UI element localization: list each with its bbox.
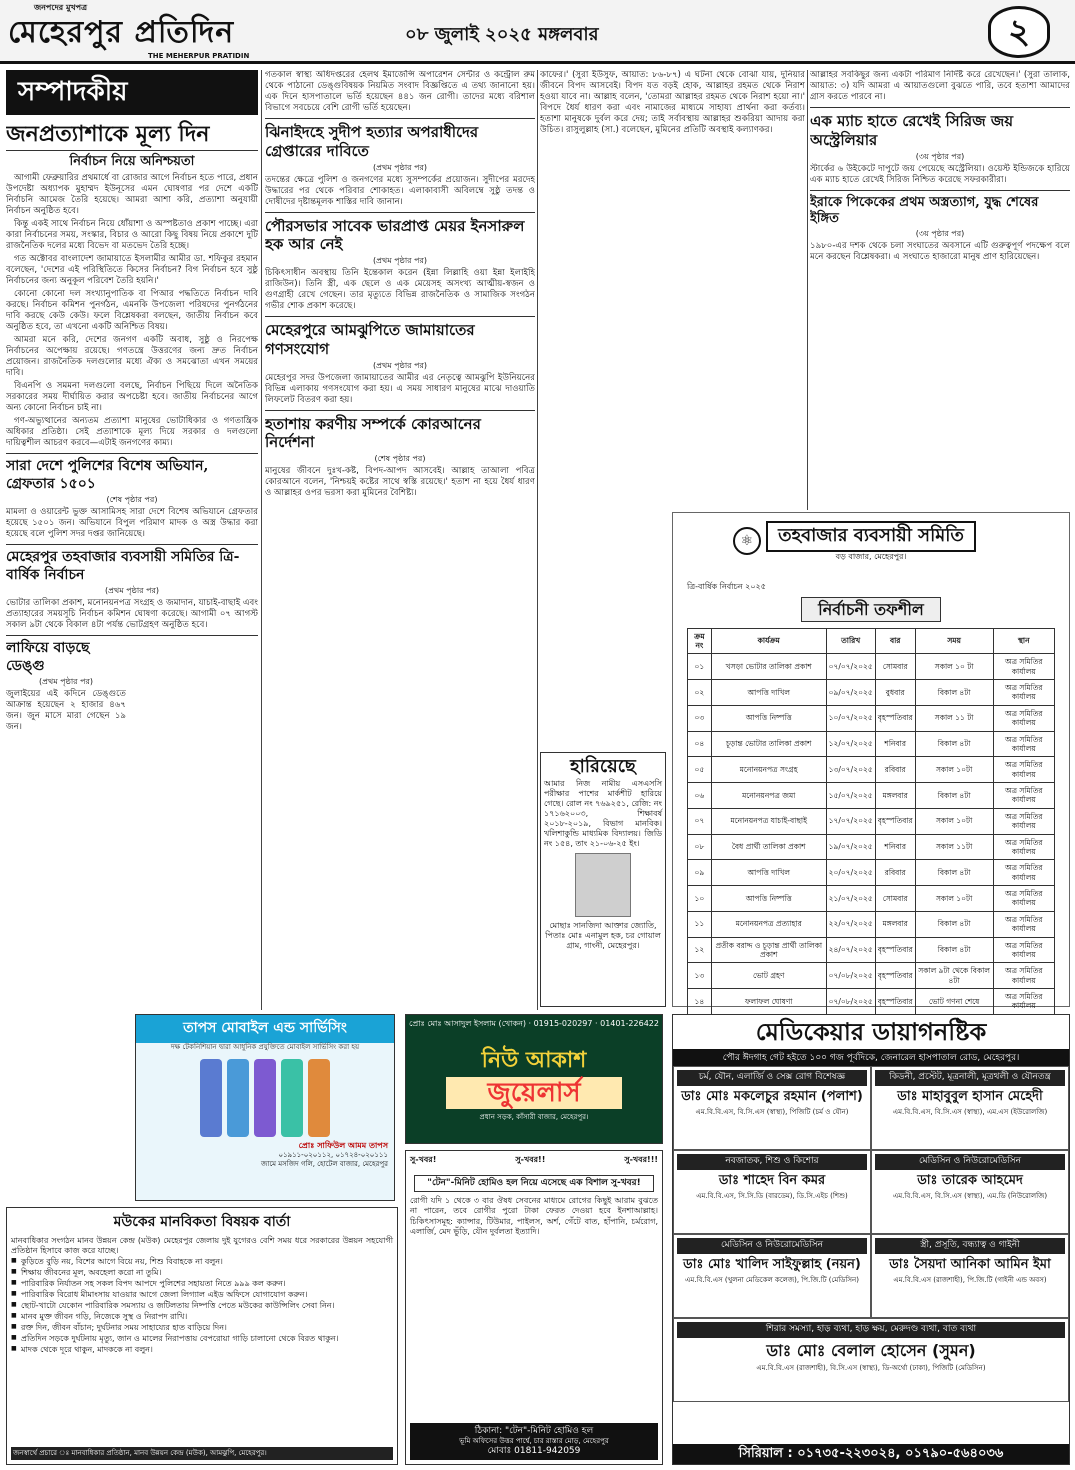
schedule-cell: ২০/০৭/২০২৫ xyxy=(826,860,875,886)
mouk-list-item: ■ মাদক থেকে দূরে থাকুন, মাদককে না বলুন। xyxy=(11,1345,393,1355)
schedule-cell: খসড়া ভোটার তালিকা প্রকাশ xyxy=(711,654,826,680)
police-headline: সারা দেশে পুলিশের বিশেষ অভিযান, গ্রেফতার ১৫০১ xyxy=(6,458,209,492)
schedule-cell: ২৪/০৭/২০২৫ xyxy=(826,937,875,963)
schedule-cell: ১৯/০৭/২০২৫ xyxy=(826,834,875,860)
schedule-row xyxy=(688,911,1055,937)
schedule-cell: শনিবার xyxy=(875,731,915,757)
schedule-cell: ১১ xyxy=(688,911,712,937)
schedule-cell: ০১ xyxy=(688,654,712,680)
doctor-degrees: এম.বি.বি.এস (রাজশাহী), বি.সি.এস (স্বাস্থ্য), ডি-অর্থো (ঢাকা), পিজিটি (মেডিসিন) xyxy=(756,1363,986,1372)
doctor-card xyxy=(673,1066,871,1150)
schedule-cell: ০২ xyxy=(688,680,712,706)
schedule-cell: সকাল ১০টা xyxy=(915,757,993,783)
editorial-para: আমরা মনে করি, দেশের জনগণ একটি অবাধ, সুষ্ঠু ও নিরপেক্ষ নির্বাচনের অপেক্ষায় রয়েছে। গণতন্ত্রে উত্তরণের জন্য দ্রুত নির্বাচন প্রয়োজন। রাজনৈতিক দলগুলোর মধ্যে ঐক্য ও সমঝোতা এখন সময়ের দাবি। xyxy=(6,335,258,379)
schedule-cell: বৃহস্পতিবার xyxy=(875,989,915,1015)
col4-top-text: আল্লাহর সবকিছুর জন্য একটা পরিমাণ নির্দিষ্ট করে রেখেছেন।' (সুরা তালাক, আয়াত: ৩) যদি আমরা এ আয়াতগুলো বুঝতে পারি, তবে হতাশা আমাদের গ্রাস করতে পারবে না। xyxy=(810,70,1070,102)
jewel-brand-2: জুয়েলার্স xyxy=(446,1077,622,1110)
schedule-cell: সোমবার xyxy=(875,886,915,912)
notice-line: ত্রি-বার্ষিক নির্বাচন ২০২৫ xyxy=(687,581,766,591)
schedule-cell: ০৩ xyxy=(688,705,712,731)
schedule-cell: অত্র সমিতির কার্যালয় xyxy=(993,860,1054,886)
jamaat-cont: (প্রথম পৃষ্ঠার পর) xyxy=(372,360,428,370)
editorial-para: আগামী ফেব্রুয়ারির প্রথমার্ধে বা রোজার আগে নির্বাচন হতে পারে, প্রধান উপদেষ্টা অধ্যাপক মুহাম্মদ ইউনূসের এমন ঘোষণার পর দেশে একটি নির্বাচনি আমেজ তৈরি হয়েছে। আমরা আশা করি, প্রত্যাশা অনুযায়ী নির্বাচন অনুষ্ঠিত হবে। xyxy=(6,173,258,217)
quran-continuation: কাফের।' (সুরা ইউসুফ, আয়াত: ৮৬-৮৭) এ ঘটনা থেকে বোঝা যায়, দুনিয়ার জীবনে বিপদ আসবেই। বিপদ যত বড়ই হোক, আল্লাহর রহমত থেকে নিরাশ হওয়া যাবে না। আল্লাহ বলেন, 'তোমরা আল্লাহর রহমত থেকে নিরাশ হয়ো না।' বিপদে ধৈর্য ধারণ করা এবং নামাজের মাধ্যমে সাহায্য প্রার্থনা করা কর্তব্য। হতাশা মানুষকে দুর্বল করে দেয়; তাই সর্বাবস্থায় আল্লাহর শুকরিয়া আদায় করা উচিত। রাসুলুল্লাহ (সা.) বলেছেন, মুমিনের প্রতিটি অবস্থাই কল্যাণকর। xyxy=(540,70,805,135)
masthead-tagline: জনপদের মুখপত্র xyxy=(34,3,87,12)
schedule-cell: ১২ xyxy=(688,937,712,963)
insarul-body: চিকিৎসাধীন অবস্থায় তিনি ইন্তেকাল করেন (ইন্না লিল্লাহি ওয়া ইন্না ইলাইহি রাজিউন)। তিনি স্ত্রী, এক ছেলে ও এক মেয়েসহ অসংখ্য আত্মীয়-স্বজন ও গুণগ্রাহী রেখে গেছেন। তার মৃত্যুতে বিভিন্ন রাজনৈতিক ও সামাজিক সংগঠন গভীর শোক প্রকাশ করেছে। xyxy=(265,268,535,311)
schedule-cell: সকাল ১০টা xyxy=(915,886,993,912)
schedule-cell: বিকাল ৪টা xyxy=(915,937,993,963)
good-news-2: সু-খবর!! xyxy=(515,1155,546,1164)
homeo-foot-1: ঠিকানা: "টেন"-মিনিট হোমিও হল xyxy=(474,1425,594,1436)
pkk-cont: (৩য় পৃষ্ঠার পর) xyxy=(915,229,965,238)
column-news-2 xyxy=(265,70,535,1005)
schedule-cell: আপত্তি নিষ্পত্তি xyxy=(711,886,826,912)
schedule-cell: মঙ্গলবার xyxy=(875,783,915,809)
schedule-cell: ১০ xyxy=(688,886,712,912)
schedule-cell: ফলাফল ঘোষণা xyxy=(711,989,826,1015)
schedule-cell: অত্র সমিতির কার্যালয় xyxy=(993,654,1054,680)
doctor-degrees: এম.বি.বি.এস, বি.সি.এস (স্বাস্থ্য), পিজিটি (চর্ম ও যৌন) xyxy=(695,1107,849,1116)
mouk-list xyxy=(11,1257,393,1355)
homeo-body: রোগী যদি ১ থেকে ৩ বার ঔষধ সেবনের মাধ্যমে রোগের কিছুই আরাম বুঝতে না পারেন, তবে রোগীর পুরো টাকা ফেরত দেওয়া হবে ইনশাআল্লাহ। চিকিৎসাসমূহ: ক্যান্সার, টিউমার, পাইলস, অর্শ, গেঁটে বাত, হাঁপানি, চর্মরোগ, এলার্জি, মেদ ভুঁড়ি, যৌন দুর্বলতা ইত্যাদি। xyxy=(410,1196,658,1236)
schedule-row xyxy=(688,963,1055,989)
schedule-cell: শনিবার xyxy=(875,834,915,860)
schedule-header: তারিখ xyxy=(826,628,875,654)
schedule-row xyxy=(688,783,1055,809)
schedule-cell: বিকাল ৪টা xyxy=(915,911,993,937)
homeo-foot-3: মোবাঃ 01811-942059 xyxy=(487,1445,581,1456)
missing-photo xyxy=(575,853,631,917)
mouk-list-item: ■ শিক্ষায় জীবনের মূল, অবহেলা করো না তুমি। xyxy=(11,1268,393,1278)
schedule-cell: আপত্তি দাখিল xyxy=(711,680,826,706)
mouk-list-item: ■ কুড়িতে বুড়ি নয়, বিশের আগে বিয়ে নয়, শিশু বিবাহকে না বলুন। xyxy=(11,1257,393,1267)
schedule-cell: বৃহস্পতিবার xyxy=(875,808,915,834)
insarul-cont: (প্রথম পৃষ্ঠার পর) xyxy=(372,256,428,265)
schedule-cell: সকাল ৯টা থেকে বিকাল ৪টা xyxy=(915,963,993,989)
quran-cont: (শেষ পৃষ্ঠার পর) xyxy=(374,454,426,463)
doctor-degrees: এম.বি.বি.এস, বি.সি.এস (স্বাস্থ্য), এম.এস (ইউরোলজি) xyxy=(892,1107,1048,1116)
missing-name: মোছাঃ সানজিদা আক্তার জ্যোতি, পিতাঃ মোঃ এনামুল হক, চর গোয়াল গ্রাম, গাংনী, মেহেরপুর। xyxy=(545,920,661,950)
schedule-row xyxy=(688,808,1055,834)
schedule-cell: ০৭ xyxy=(688,808,712,834)
editorial-headline: জনপ্রত্যাশাকে মূল্য দিন xyxy=(6,121,258,152)
missing-title: হারিয়েছে xyxy=(570,756,636,777)
schedule-header: কার্যক্রম xyxy=(711,628,826,654)
tohobazar-cont: (প্রথম পৃষ্ঠার পর) xyxy=(104,586,160,596)
column-divider xyxy=(807,70,808,510)
schedule-cell: সকাল ১০ টা xyxy=(915,654,993,680)
taps-owner: প্রোঃ সাফিউল আমম তাপস xyxy=(298,1141,388,1151)
schedule-cell: অত্র সমিতির কার্যালয় xyxy=(993,834,1054,860)
issue-date: ০৮ জুলাই ২০২৫ মঙ্গলবার xyxy=(405,24,599,45)
column-editorial xyxy=(6,70,258,1005)
notice-org: তহবাজার ব্যবসায়ী সমিতি xyxy=(766,521,976,552)
medicare-title: মেডিকেয়ার ডায়াগনষ্টিক xyxy=(673,1015,1069,1051)
schedule-row xyxy=(688,834,1055,860)
taps-sub: দক্ষ টেকনিশিয়ান দ্বারা আধুনিক প্রযুক্তিতে মোবাইল সার্ভিসিং করা হয় xyxy=(170,1042,360,1051)
schedule-row xyxy=(688,705,1055,731)
mouk-list-item: ■ মানব মুক্ত জীবন গড়ি, নিজেকে সুস্থ ও নিরাপদ রাখি। xyxy=(11,1312,393,1322)
schedule-cell: ভোট গণনা শেষে xyxy=(915,989,993,1015)
phone-icon xyxy=(227,1059,249,1137)
column-divider xyxy=(261,70,262,1010)
mouk-list-item: ■ রক্ত দিন, জীবন বাঁচান; দুর্ঘটনার সময় সাহায্যের হাত বাড়িয়ে দিন। xyxy=(11,1323,393,1333)
schedule-cell: ০৮ xyxy=(688,834,712,860)
homeo-title: "টেন"-মিনিট হোমিও হল নিয়ে এসেছে এক বিশাল সু-খবর! xyxy=(414,1175,654,1192)
editorial-subhead: নির্বাচন নিয়ে অনিশ্চয়তা xyxy=(69,154,195,169)
doctor-specialty: কিডনী, প্রস্টেট, মূত্রনালী, মূত্রথলী ও যৌনতন্ত্র xyxy=(875,1070,1065,1085)
pkk-body: ১৯৮০-এর দশক থেকে চলা সংঘাতের অবসানে এটি গুরুত্বপূর্ণ পদক্ষেপ বলে মনে করছেন বিশ্লেষকরা। এ সংঘাতে হাজারো মানুষ প্রাণ হারিয়েছেন। xyxy=(810,241,1070,262)
ad-mouk-message xyxy=(6,1207,398,1465)
sudip-headline: ঝিনাইদহে সুদীপ হত্যার অপরাধীদের গ্রেপ্তারের দাবিতে xyxy=(265,123,479,160)
schedule-row xyxy=(688,654,1055,680)
homeo-footer xyxy=(410,1423,658,1460)
schedule-cell: বিকাল ৪টা xyxy=(915,860,993,886)
schedule-header: সময় xyxy=(915,628,993,654)
column-divider xyxy=(537,70,538,1010)
schedule-cell: ০৭/০৭/২০২৫ xyxy=(826,654,875,680)
schedule-row xyxy=(688,860,1055,886)
schedule-cell: সকাল ১০টা xyxy=(915,808,993,834)
doctor-card xyxy=(673,1234,871,1318)
schedule-cell: অত্র সমিতির কার্যালয় xyxy=(993,705,1054,731)
schedule-cell: সকাল ১১ টা xyxy=(915,705,993,731)
editorial-para: গণ-অভ্যুত্থানের অন্যতম প্রত্যাশা মানুষের ভোটাধিকার ও গণতান্ত্রিক অধিকার প্রতিষ্ঠা। সেই প্রত্যাশাকে মূল্য দিয়ে সরকার ও দলগুলো দায়িত্বশীল আচরণ করবে—এটাই জনগণের কাম্য। xyxy=(6,416,258,449)
tohobazar-body: ভোটার তালিকা প্রকাশ, মনোনয়নপত্র সংগ্রহ ও জমাদান, যাচাই-বাছাই এবং প্রত্যাহারের সময়সূচি নির্বাচন কমিশন ঘোষণা করেছে। আগামী ০৭ আগস্ট সকাল ৯টা থেকে বিকাল ৪টা পর্যন্ত ভোটগ্রহণ অনুষ্ঠিত হবে। xyxy=(6,598,258,631)
editorial-para: কোনো কোনো দল সংখ্যানুপাতিক বা পিআর পদ্ধতিতে নির্বাচন দাবি করছে। নির্বাচন কমিশন পুনর্গঠন, এমনকি উপজেলা পরিষদের পুনর্গঠনের দাবি করছে কেউ কেউ। ফলে বিশ্লেষকরা বলছেন, জাতীয় নির্বাচন কবে অনুষ্ঠিত হবে, তা এখনো একটি অনিশ্চিত বিষয়। xyxy=(6,289,258,333)
schedule-cell: ০৯/০৭/২০২৫ xyxy=(826,680,875,706)
schedule-cell: অত্র সমিতির কার্যালয় xyxy=(993,757,1054,783)
schedule-cell: বিকাল ৪টা xyxy=(915,680,993,706)
schedule-cell: অত্র সমিতির কার্যালয় xyxy=(993,680,1054,706)
good-news-3: সু-খবর!!! xyxy=(624,1155,658,1164)
schedule-cell: অত্র সমিতির কার্যালয় xyxy=(993,989,1054,1015)
schedule-cell: অত্র সমিতির কার্যালয় xyxy=(993,808,1054,834)
doctor-degrees: এম.বি.বি.এস, সি.সি.ডি (বারডেম), ডি.সি.এইচ (শিশু) xyxy=(696,1191,848,1200)
good-news-1: সু-খবর! xyxy=(410,1155,437,1164)
schedule-row xyxy=(688,680,1055,706)
doctor-degrees: এম.বি.বি.এস (খুলনা মেডিকেল কলেজ), পি.জি.টি (মেডিসিন) xyxy=(685,1275,859,1284)
column-news-3 xyxy=(540,70,805,500)
jewel-top: প্রোঃ মোঃ আসাদুল ইসলাম (খোকন) · 01915-020297 · 01401-226422 xyxy=(409,1019,659,1028)
schedule-header: স্থান xyxy=(993,628,1054,654)
doctor-grid xyxy=(673,1066,1069,1318)
schedule-cell: বিকাল ৪টা xyxy=(915,783,993,809)
schedule-cell: অত্র সমিতির কার্যালয় xyxy=(993,963,1054,989)
mouk-list-item: ■ পারিবারিক নির্যাতন সহ সকল বিপদ আপদে পুলিশের সহায়তা নিতে ৯৯৯ কল করুন। xyxy=(11,1279,393,1289)
mouk-list-item: ■ প্রতিদিন সড়কে দুর্ঘটনায় মৃত্যু, জান ও মালের নিরাপত্তায় বেপরোয়া গাড়ি চালানো থেকে বিরত থাকুন। xyxy=(11,1334,393,1344)
schedule-cell: ১৫/০৭/২০২৫ xyxy=(826,783,875,809)
schedule-cell: মনোনয়নপত্র প্রত্যাহার xyxy=(711,911,826,937)
cricket-body: স্টার্কের ৬ উইকেটে দাপুটে জয় পেয়েছে অস্ট্রেলিয়া। ওয়েস্ট ইন্ডিজকে হারিয়ে এক ম্যাচ হাতে রেখেই সিরিজ নিশ্চিত করেছে সফরকারীরা। xyxy=(810,163,1070,185)
missing-notice xyxy=(540,752,666,1007)
doctor-specialty: স্ত্রী, প্রসূতি, বন্ধ্যাত্ব ও গাইনী xyxy=(875,1238,1065,1253)
pkk-headline: ইরাকে পিকেকের প্রথম অস্ত্রত্যাগ, যুদ্ধ শেষের ইঙ্গিত xyxy=(810,194,1039,226)
schedule-cell: সোমবার xyxy=(875,654,915,680)
ad-akash-jewellers xyxy=(405,1014,663,1144)
doctor-card xyxy=(871,1234,1069,1318)
notice-title: নির্বাচনী তফশীল xyxy=(801,597,941,622)
newspaper-logo: মেহেরপুর প্রতিদিন xyxy=(8,15,235,50)
schedule-cell: আপত্তি নিষ্পত্তি xyxy=(711,705,826,731)
doctor-card xyxy=(673,1318,1069,1402)
doctor-specialty: চর্ম, যৌন, এলার্জি ও সেক্স রোগ বিশেষজ্ঞ xyxy=(677,1070,867,1085)
mouk-intro: মানবাধিকার সংগঠন মানব উন্নয়ন কেন্দ্র (মউক) মেহেরপুর জেলায় দুই যুগেরও বেশি সময় ধরে সরকারের উন্নয়ন সহযোগী প্রতিষ্ঠান হিসাবে কাজ করে যাচ্ছে। xyxy=(11,1235,393,1255)
homeo-foot-2: ভূমি অফিসের উত্তর পার্শ্বে, চার রাস্তার মোড়, মেহেরপুর xyxy=(459,1437,609,1445)
doctor-name: ডাঃ তারেক আহমেদ xyxy=(917,1172,1023,1188)
schedule-cell: অত্র সমিতির কার্যালয় xyxy=(993,886,1054,912)
schedule-row xyxy=(688,989,1055,1015)
schedule-cell: ০৫ xyxy=(688,757,712,783)
insarul-headline: পৌরসভার সাবেক ভারপ্রাপ্ত মেয়র ইনসারুল হক আর নেই xyxy=(265,216,525,254)
editorial-para: কিন্তু একই সাথে নির্বাচন নিয়ে ধোঁয়াশা ও অস্পষ্টতাও প্রকাশ পাচ্ছে। এরা কারা নির্বাচনের সময়, সংস্কার, বিচার ও আরো কিছু বিষয় নিয়ে প্রকাশে দুটি রাজনৈতিক দলের মধ্যে বিভেদ বা মতভেদ তৈরি হচ্ছে। xyxy=(6,219,258,252)
schedule-cell: চূড়ান্ত ভোটার তালিকা প্রকাশ xyxy=(711,731,826,757)
schedule-cell: ১৩ xyxy=(688,963,712,989)
jewel-address: প্রধান সড়ক, কাঁসারী বাজার, মেহেরপুর। xyxy=(479,1113,589,1121)
phone-icon xyxy=(281,1059,303,1137)
dengue-cont: (প্রথম পৃষ্ঠার পর) xyxy=(38,677,94,687)
schedule-cell: ১০/০৭/২০২৫ xyxy=(826,705,875,731)
sudip-body: তদন্তের ক্ষেত্রে পুলিশ ও জনগণের মধ্যে সুসম্পর্কের প্রয়োজন। সুদীপের মরদেহ উদ্ধারের পর থেকে পরিবার শোকাহত। এলাকাবাসী অবিলম্বে সুষ্ঠু তদন্ত ও দোষীদের দৃষ্টান্তমূলক শাস্তির দাবি জানান। xyxy=(265,174,535,207)
doctor-specialty: নবজাতক, শিশু ও কিশোর xyxy=(677,1154,867,1169)
phone-icon xyxy=(254,1059,276,1137)
schedule-cell: ০৪ xyxy=(688,731,712,757)
doctor-specialty: মেডিসিন ও নিউরোমেডিসিন xyxy=(677,1238,867,1253)
sudip-cont: (প্রথম পৃষ্ঠার পর) xyxy=(372,162,428,172)
schedule-cell: বৃহস্পতিবার xyxy=(875,963,915,989)
phone-icon xyxy=(200,1059,222,1137)
schedule-header: বার xyxy=(875,628,915,654)
schedule-cell: ১৭/০৭/২০২৫ xyxy=(826,808,875,834)
schedule-cell: ১২/০৭/২০২৫ xyxy=(826,731,875,757)
phone-icon xyxy=(308,1059,330,1137)
schedule-cell: ২২/০৭/২০২৫ xyxy=(826,911,875,937)
medicare-address: পৌর ঈদগাহ গেট হইতে ১০০ গজ পূর্বদিকে, জেনারেল হাসপাতাল রোড, মেহেরপুর। xyxy=(673,1051,1069,1066)
mouk-title: মউকের মানবিকতা বিষয়ক বার্তা xyxy=(113,1214,291,1230)
association-logo-icon: ⚛ xyxy=(733,527,761,555)
medicare-serial: সিরিয়াল : ০১৭৩৫-২২৩০২৪, ০১৭৯০-৫৬৪০৩৬ xyxy=(673,1444,1069,1464)
schedule-cell: অত্র সমিতির কার্যালয় xyxy=(993,937,1054,963)
quran-body: মানুষের জীবনে দুঃখ-কষ্ট, বিপদ-আপদ আসবেই। আল্লাহ তাআলা পবিত্র কোরআনে বলেন, 'নিশ্চয়ই কষ্টের সাথে স্বস্তি রয়েছে।' হতাশ না হয়ে ধৈর্য ধারণ ও আল্লাহর ওপর ভরসা করা মুমিনের বৈশিষ্ট্য। xyxy=(265,466,535,498)
dengue-headline: লাফিয়ে বাড়ছে ডেঙ্গু xyxy=(6,640,90,674)
schedule-cell: ০৯ xyxy=(688,860,712,886)
schedule-cell: বিকাল ৪টা xyxy=(915,731,993,757)
phones-image xyxy=(136,1059,394,1137)
dengue-continuation: গতকাল স্বাস্থ্য অধিদপ্তরের হেলথ ইমার্জেন্সি অপারেশন সেন্টার ও কন্ট্রোল রুম থেকে পাঠানো ডেঙ্গুবিষয়ক নিয়মিত সংবাদ বিজ্ঞপ্তিতে এ তথ্য জানানো হয়। এক দিনে হাসপাতালে ভর্তি হয়েছেন ৪৪১ জন রোগী। তাদের মধ্যে বরিশাল বিভাগে সবচেয়ে বেশি রোগী ভর্তি হয়েছেন। xyxy=(265,70,535,113)
schedule-cell: মঙ্গলবার xyxy=(875,911,915,937)
page-number: ২ xyxy=(988,6,1050,58)
doctor-card xyxy=(871,1066,1069,1150)
schedule-cell: মনোনয়নপত্র সংগ্রহ xyxy=(711,757,826,783)
schedule-cell: বৃহস্পতিবার xyxy=(875,705,915,731)
doctor-degrees: এম.বি.বি.এস, বি.সি.এস (স্বাস্থ্য), এম.ডি (নিউরোলজি) xyxy=(892,1191,1048,1200)
doctor-specialty: শিরার সমস্যা, হাড় ব্যথা, হাড় ক্ষয়, মেরুদণ্ড ব্যথা, বাত ব্যথা xyxy=(677,1322,1065,1337)
schedule-cell: রবিবার xyxy=(875,757,915,783)
doctor-card xyxy=(871,1150,1069,1234)
schedule-cell: অত্র সমিতির কার্যালয় xyxy=(993,911,1054,937)
schedule-cell: ০৭/০৮/২০২৫ xyxy=(826,963,875,989)
schedule-cell: বৈধ প্রার্থী তালিকা প্রকাশ xyxy=(711,834,826,860)
masthead xyxy=(0,0,1075,64)
taps-address: জামে মসজিদ গলি, হোটেল বাজার, মেহেরপুর xyxy=(261,1160,388,1168)
schedule-cell: বৃহস্পতিবার xyxy=(875,937,915,963)
editorial-para: গত অক্টোবর বাংলাদেশ জামায়াতে ইসলামীর আমীর ডা. শফিকুর রহমান বলেছেন, 'দেশের এই পরিস্থিতিতে কিসের নির্বাচন? বিগ নির্বাচন হবে সুষ্ঠু নির্বাচনের জন্য অনুকূল পরিবেশ তৈরি হয়নি।' xyxy=(6,254,258,287)
doctor-name: ডাঃ শাহেদ বিন কমর xyxy=(718,1172,826,1188)
police-body: মামলা ও ওয়ারেন্ট ভুক্ত আসামিসহ সারা দেশে বিশেষ অভিযানে গ্রেফতার হয়েছে ১৫০১ জন। অভিযানে বিপুল পরিমাণ মাদক ও অস্ত্র উদ্ধার করা হয়েছে বলে পুলিশ সদর দপ্তর জানিয়েছে। xyxy=(6,507,258,540)
schedule-cell: আপত্তি দাখিল xyxy=(711,860,826,886)
mouk-list-item: ■ ছোট-খাটো যেকোন পারিবারিক সমস্যায় ও জটিলতায় নিষ্পত্তি পেতে মউকের কাউন্সিলিং সেবা নিন। xyxy=(11,1301,393,1311)
jamaat-body: মেহেরপুর সদর উপজেলা জামায়াতের আমীর এর নেতৃত্বে আমঝুপি ইউনিয়নের বিভিন্ন এলাকায় গণসংযোগ করা হয়। এ সময় সাধারণ মানুষের মাঝে দাওয়াতি লিফলেট বিতরণ করা হয়। xyxy=(265,372,535,405)
schedule-cell: বুধবার xyxy=(875,680,915,706)
schedule-header: ক্রম নং xyxy=(688,628,712,654)
doctor-name: ডাঃ মোঃ খালিদ সাইফুল্লাহ (নয়ন) xyxy=(683,1256,861,1272)
schedule-cell: ১৩/০৭/২০২৫ xyxy=(826,757,875,783)
doctor-degrees: এম.বি.বি.এস (রাজশাহী), পি.জি.টি (গাইনী এন্ড অবস) xyxy=(893,1275,1047,1284)
schedule-cell: ১৪ xyxy=(688,989,712,1015)
mouk-list-item: ■ পারিবারিক বিরোধ মীমাংসায় যাওয়ার আগে জেলা লিগ্যাল এইড অফিসে যোগাযোগ করুন। xyxy=(11,1290,393,1300)
notice-org-sub: বড় বাজার, মেহেরপুর। xyxy=(835,551,907,561)
ad-medicare-diagnostic xyxy=(672,1014,1070,1465)
jamaat-headline: মেহেরপুরে আমঝুপিতে জামায়াতের গণসংযোগ xyxy=(265,321,475,358)
schedule-row xyxy=(688,886,1055,912)
schedule-row xyxy=(688,757,1055,783)
editorial-para: বিএনপি ও সমমনা দলগুলো বলছে, নির্বাচন পিছিয়ে দিলে অনৈতিক সরকারের সময় দীর্ঘায়িত করার অপচেষ্টা হবে। জাতীয় নির্বাচনের আগে অন্য কোনো নির্বাচন চাই না। xyxy=(6,381,258,414)
schedule-cell: ২১/০৭/২০২৫ xyxy=(826,886,875,912)
schedule-row xyxy=(688,937,1055,963)
taps-title: তাপস মোবাইল এন্ড সার্ভিসিং xyxy=(136,1015,394,1043)
police-cont: (শেষ পৃষ্ঠার পর) xyxy=(106,495,158,505)
doctor-name: ডাঃ সৈয়দা আনিকা আমিন ইমা xyxy=(889,1256,1051,1272)
schedule-cell: ০৬ xyxy=(688,783,712,809)
schedule-cell: মনোনয়নপত্র যাচাই-বাছাই xyxy=(711,808,826,834)
doctor-specialty: মেডিসিন ও নিউরোমেডিসিন xyxy=(875,1154,1065,1169)
cricket-cont: (৩য় পৃষ্ঠার পর) xyxy=(915,151,965,161)
tohobazar-headline: মেহেরপুর তহবাজার ব্যবসায়ী সমিতির ত্রি-বার্ষিক নির্বাচন xyxy=(6,549,240,583)
election-schedule-notice xyxy=(672,512,1070,1011)
quran-headline: হতাশায় করণীয় সম্পর্কে কোরআনের নির্দেশনা xyxy=(265,414,481,452)
doctor-card xyxy=(673,1150,871,1234)
schedule-cell: সকাল ১১টা xyxy=(915,834,993,860)
dengue-body: জুলাইয়ের এই কদিনে ডেঙ্গুতে আক্রান্ত হয়েছেন ২ হাজার ৪৬৭ জন। জুন মাসে মারা গেছেন ১৯ জন। xyxy=(6,689,126,733)
schedule-cell: ভোট গ্রহণ xyxy=(711,963,826,989)
schedule-table xyxy=(687,628,1055,1015)
schedule-cell: অত্র সমিতির কার্যালয় xyxy=(993,783,1054,809)
doctor-name: ডাঃ মোঃ মকলেচুর রহমান (পলাশ) xyxy=(681,1088,863,1104)
ad-taps-mobile xyxy=(135,1014,395,1201)
schedule-cell: ০৭/০৮/২০২৫ xyxy=(826,989,875,1015)
column-news-4 xyxy=(810,70,1070,500)
editorial-body xyxy=(6,173,258,449)
doctor-name: ডাঃ মাহাবুবুল হাসান মেহেদী xyxy=(897,1088,1043,1104)
editorial-banner: সম্পাদকীয় xyxy=(6,70,258,115)
cricket-headline: এক ম্যাচ হাতে রেখেই সিরিজ জয় অস্ট্রেলিয়ার xyxy=(810,112,1014,149)
schedule-cell: মনোনয়নপত্র জমা xyxy=(711,783,826,809)
schedule-cell: অত্র সমিতির কার্যালয় xyxy=(993,731,1054,757)
schedule-cell: প্রতীক বরাদ্দ ও চূড়ান্ত প্রার্থী তালিকা প্রকাশ xyxy=(711,937,826,963)
doctor-name: ডাঃ মোঃ বেলাল হোসেন (সুমন) xyxy=(766,1340,976,1360)
missing-body: আমার নিজ নামীয় এসএসসি পরীক্ষার পাশের মার্কশীট হারিয়ে গেছে। রোল নং ৭৬৯২৫১, রেজি: নং ১৭১৬২০০৩, শিক্ষাবর্ষ ২০১৮-২০১৯, বিভাগ মানবিক। খলিশাকুন্ডি মাধ্যমিক বিদ্যালয়। জিডি নং ১৫৪, তাং ২১-০৬-২৫ ইং। xyxy=(544,778,663,848)
schedule-cell: রবিবার xyxy=(875,860,915,886)
newspaper-logo-en: THE MEHERPUR PRATIDIN xyxy=(148,52,250,60)
jewel-brand-1: নিউ আকাশ xyxy=(481,1048,587,1073)
schedule-row xyxy=(688,731,1055,757)
mouk-footer: জনস্বার্থে প্রচারে ঃ মানবাধিকার প্রতিষ্ঠান, মানব উন্নয়ন কেন্দ্র (মউক), আমঝুপি, মেহেরপুর। xyxy=(11,1447,393,1460)
ad-ten-minute-homeo xyxy=(405,1150,663,1465)
taps-phone: ০১৯১১-০২০১১২, ০১৭২৪-০২০১১১ xyxy=(278,1151,388,1160)
